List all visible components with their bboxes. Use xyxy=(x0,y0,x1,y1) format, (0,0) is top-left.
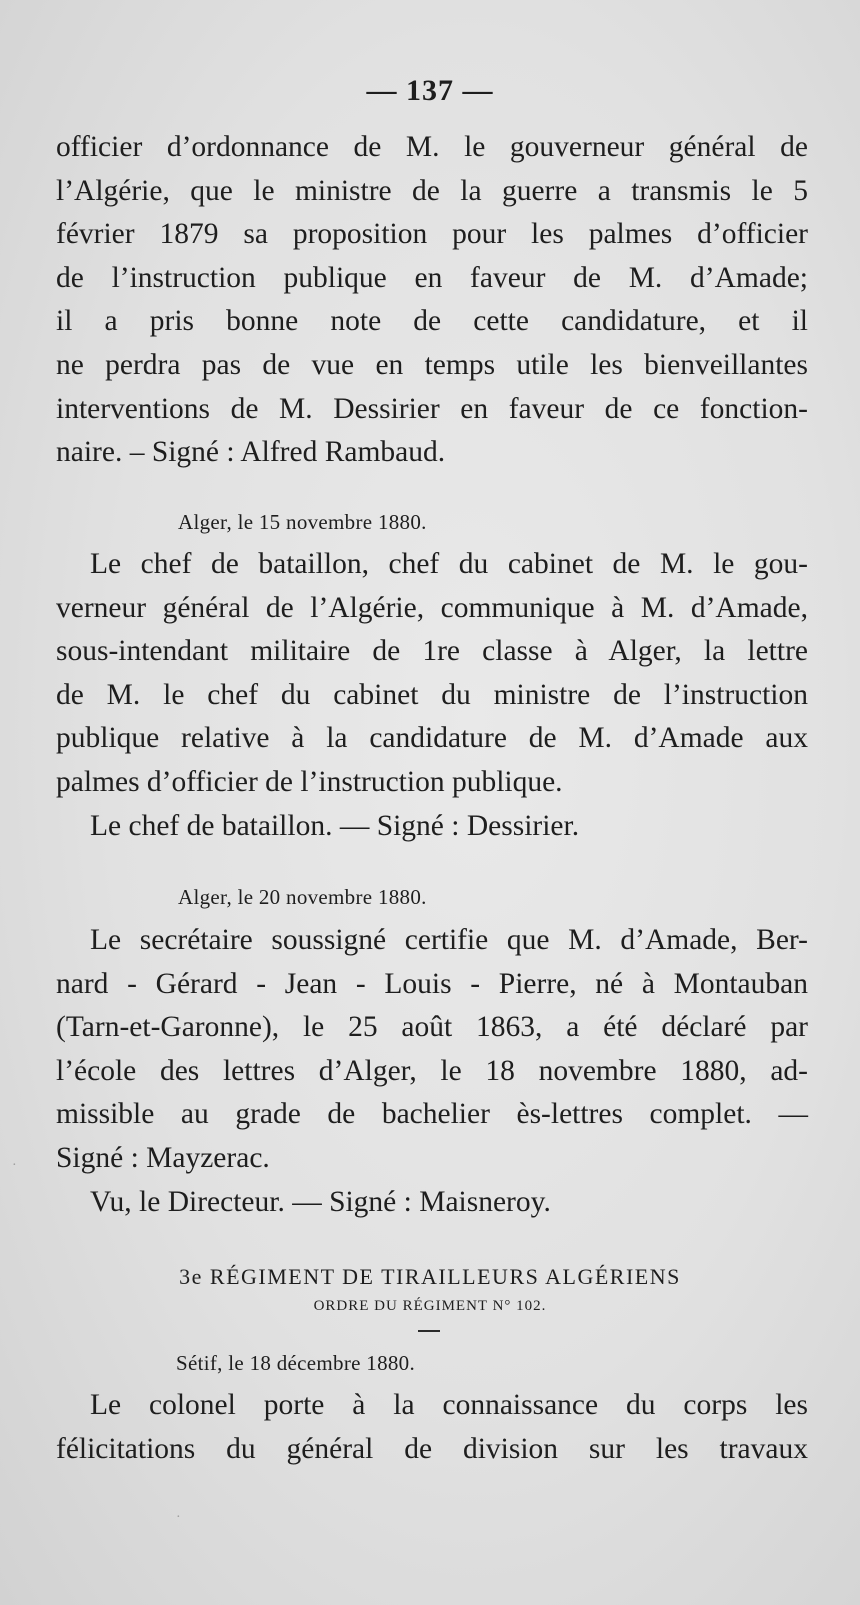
text-line: verneur général de l’Algérie, communique à M. d’Amade, xyxy=(56,591,808,624)
section-heading: 3e RÉGIMENT DE TIRAILLEURS ALGÉRIENS xyxy=(179,1264,681,1289)
margin-speck: · xyxy=(12,1158,17,1173)
paragraph-2 xyxy=(56,543,808,848)
text-line: palmes d’officier de l’instruction publique. xyxy=(56,765,563,798)
text-line: de M. le chef du cabinet du ministre de l’instruction xyxy=(56,678,808,711)
text-line: Le chef de bataillon. — Signé : Dessirier. xyxy=(90,809,580,842)
text-line: félicitations du général de division sur les travaux xyxy=(56,1432,808,1465)
dateline-1: Alger, le 15 novembre 1880. xyxy=(178,510,427,534)
text-line: Signé : Mayzerac. xyxy=(56,1141,270,1174)
section-rule xyxy=(418,1330,440,1332)
text-line: Le chef de bataillon, chef du cabinet de M. le gou- xyxy=(90,548,808,580)
margin-speck: · xyxy=(176,1510,181,1525)
dateline-2: Alger, le 20 novembre 1880. xyxy=(178,885,427,909)
text-line: février 1879 sa proposition pour les palmes d’officier xyxy=(56,218,808,251)
text-line: naire. – Signé : Alfred Rambaud. xyxy=(56,436,446,469)
text-line: nard - Gérard - Jean - Louis - Pierre, né à Montauban xyxy=(56,967,808,1000)
text-line: Le colonel porte à la connaissance du corps les xyxy=(90,1389,808,1421)
text-line: l’Algérie, que le ministre de la guerre a transmis le 5 xyxy=(56,174,808,207)
text-line: missible au grade de bachelier ès-lettres complet. — xyxy=(56,1098,808,1131)
paragraph-1 xyxy=(56,126,808,475)
text-line: l’école des lettres d’Alger, le 18 novembre 1880, ad- xyxy=(56,1054,808,1087)
text-line: de l’instruction publique en faveur de M. d’Amade; xyxy=(56,261,808,294)
text-line: Le secrétaire soussigné certifie que M. d’Amade, Ber- xyxy=(90,924,808,956)
text-line: interventions de M. Dessirier en faveur de ce fonction- xyxy=(56,392,808,425)
section-subheading: ORDRE DU RÉGIMENT N° 102. xyxy=(313,1298,547,1314)
text-line: il a pris bonne note de cette candidature, et il xyxy=(56,305,808,338)
text-line: sous-intendant militaire de 1re classe à Alger, la lettre xyxy=(56,635,808,668)
page-number: — 137 — xyxy=(366,74,494,107)
paragraph-3 xyxy=(56,919,808,1224)
text-line: (Tarn-et-Garonne), le 25 août 1863, a été déclaré par xyxy=(56,1011,808,1044)
dateline-3: Sétif, le 18 décembre 1880. xyxy=(176,1351,416,1375)
text-line: ne perdra pas de vue en temps utile les bienveillantes xyxy=(56,348,808,381)
text-line: officier d’ordonnance de M. le gouverneur général de xyxy=(56,131,808,163)
text-line: Vu, le Directeur. — Signé : Maisneroy. xyxy=(90,1185,551,1218)
paragraph-4 xyxy=(56,1384,808,1471)
text-line: publique relative à la candidature de M. d’Amade aux xyxy=(56,722,808,755)
